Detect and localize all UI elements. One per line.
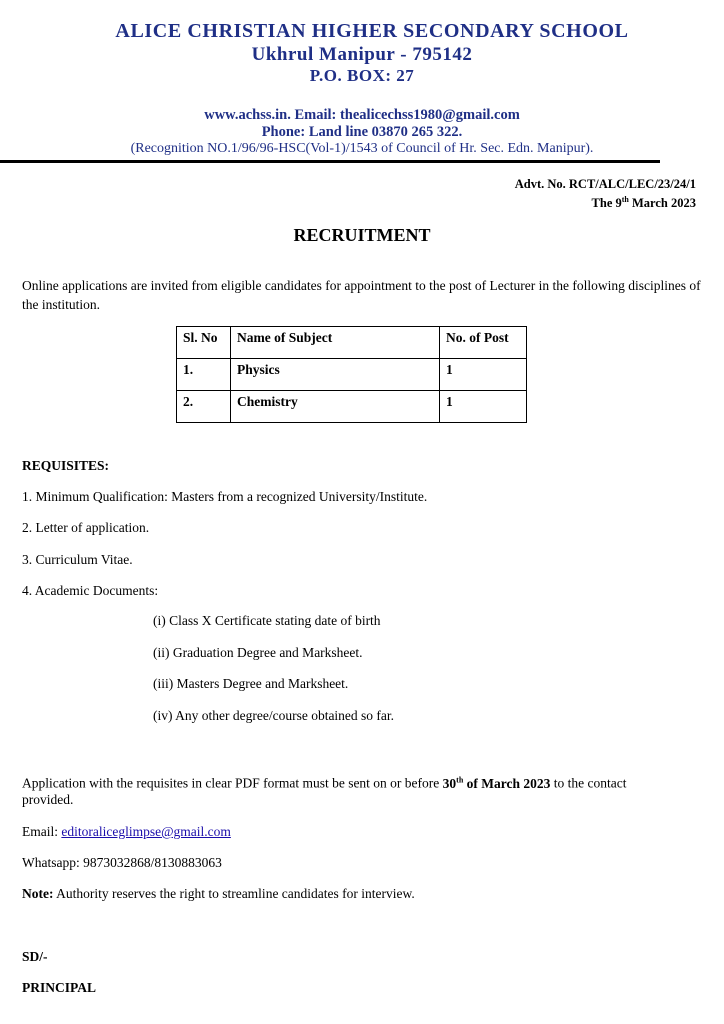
col-header-sl-no: Sl. No [177,327,231,359]
cell-subject: Physics [231,359,440,391]
school-name: ALICE CHRISTIAN HIGHER SECONDARY SCHOOL [115,20,629,42]
cell-sl-no: 2. [177,391,231,423]
requisite-item: 1. Minimum Qualification: Masters from a recognized University/Institute. [22,489,428,504]
document-item: (iii) Masters Degree and Marksheet. [153,676,349,691]
website-email-line: www.achss.in. Email: thealicechss1980@gmail.com [204,107,520,123]
cell-subject: Chemistry [231,391,440,423]
intro-paragraph: Online applications are invited from eligible candidates for appointment to the post of Lecturer in the following disciplines of the institution. [22,278,701,312]
requisite-item: 2. Letter of application. [22,520,150,535]
note-line: Note: Authority reserves the right to streamline candidates for interview. [22,886,415,901]
table-row [177,359,527,391]
po-box: P.O. BOX: 27 [309,66,415,85]
requisites-heading: REQUISITES: [22,458,110,473]
table-row [177,391,527,423]
document-item: (iv) Any other degree/course obtained so far. [153,708,395,723]
requisite-item: 3. Curriculum Vitae. [22,552,133,567]
advt-number: Advt. No. RCT/ALC/LEC/23/24/1 [514,177,696,191]
application-instruction-cont: provided. [22,792,74,807]
application-instruction: Application with the requisites in clear PDF format must be sent on or before 30th of March 2023 to the contact [22,775,627,791]
col-header-posts: No. of Post [440,327,527,359]
cell-posts: 1 [440,391,527,423]
document-item: (i) Class X Certificate stating date of birth [153,613,381,628]
signature-title: PRINCIPAL [22,980,96,995]
note-label: Note: [22,886,54,901]
cell-posts: 1 [440,359,527,391]
advt-date: The 9th March 2023 [591,195,696,211]
cell-sl-no: 1. [177,359,231,391]
requisite-item: 4. Academic Documents: [22,583,159,598]
whatsapp-line: Whatsapp: 9873032868/8130883063 [22,855,222,870]
col-header-subject: Name of Subject [231,327,440,359]
email-link[interactable]: editoraliceglimpse@gmail.com [61,824,231,839]
school-location: Ukhrul Manipur - 795142 [251,44,473,65]
deadline-date: 30th of March 2023 [442,775,551,791]
page-title: RECRUITMENT [293,225,431,245]
recognition-line: (Recognition NO.1/96/96-HSC(Vol-1)/1543 of Council of Hr. Sec. Edn. Manipur). [130,141,594,156]
email-line: Email: editoraliceglimpse@gmail.com [22,824,231,839]
posts-table [176,326,527,423]
document-item: (ii) Graduation Degree and Marksheet. [153,645,363,660]
phone-line: Phone: Land line 03870 265 322. [261,124,463,140]
table-header-row [177,327,527,359]
advertisement-info [515,177,696,211]
header-divider [0,160,660,163]
signature-sd: SD/- [22,949,48,964]
